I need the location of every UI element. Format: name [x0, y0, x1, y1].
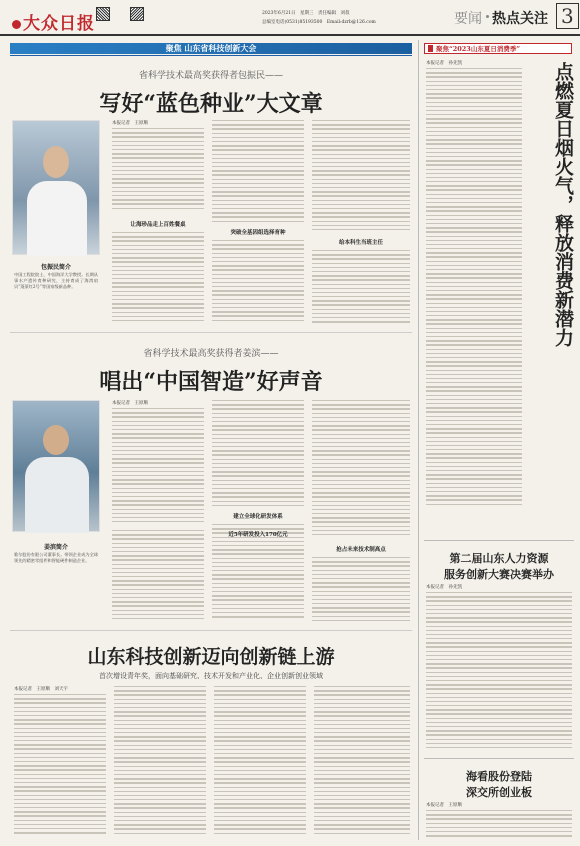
- story3-subtitle: 首次增设青年奖，面向基础研究、技术开发和产业化、企业创新创业领域: [99, 672, 323, 680]
- logo-emblem-icon: [12, 20, 21, 29]
- story3-title: 山东科技创新迈向创新链上游: [87, 646, 335, 668]
- story2-subhead1: 建立全球化研发体系: [233, 514, 283, 520]
- right-story1-text-col1: [426, 68, 522, 528]
- story2-subhead3: 抢占未来技术制高点: [336, 547, 386, 553]
- story2-text-col2b: [212, 524, 304, 622]
- right-story3-text: [426, 810, 572, 840]
- story3-text-col3: [214, 686, 306, 838]
- right-story3-title-line2: 深交所创业板: [466, 786, 532, 799]
- right-topic-banner: 聚焦“2023山东夏日消费季”: [424, 43, 572, 54]
- masthead: [0, 0, 580, 38]
- right-story2-title-line1: 第二届山东人力资源: [449, 552, 549, 565]
- column-divider: [418, 40, 419, 840]
- story3-byline: 本报记者 王原顺 刘天宇: [14, 687, 68, 692]
- story2-title: 唱出“中国智造”好声音: [99, 369, 323, 395]
- story1-caption-text: 中国工程院院士，中国海洋大学教授。长期从事水产遗传育种研究，主持育成了海湾扇贝“蓬莱红2号”等国家级新品种。: [14, 272, 98, 289]
- story1-kicker: 省科学技术最高奖获得者包振民——: [138, 71, 283, 81]
- story2-caption-text: 歌尔股份有限公司董事长。带领企业成为全球领先的精密零组件和智能硬件制造企业。: [14, 552, 98, 563]
- story2-subhead2-visible: 近5年研发投入170亿元: [228, 532, 288, 538]
- story2-text-col3b: [312, 557, 410, 622]
- left-topic-banner: 聚焦 山东省科技创新大会: [10, 43, 412, 54]
- right-story2-byline: 本报记者 孙先凯: [426, 585, 462, 590]
- story1-caption-name: 包振民简介: [40, 264, 71, 271]
- story2-kicker: 省科学技术最高奖获得者姜滨——: [143, 349, 279, 359]
- story1-text-col2a: [212, 120, 304, 224]
- right-story2-title-line2: 服务创新大赛决赛举办: [444, 568, 554, 581]
- page-number: 3: [556, 3, 579, 29]
- story1-subhead1: 让海珍品走上百姓餐桌: [130, 222, 186, 228]
- section-sub: 热点关注: [492, 11, 548, 27]
- masthead-rule: [0, 34, 580, 36]
- right-story2-text: [426, 592, 572, 752]
- qr-code-icon: [96, 7, 110, 21]
- portrait2-head: [43, 425, 69, 455]
- story2-caption-name: 姜滨简介: [43, 544, 68, 551]
- right-story1-byline: 本报记者 孙先凯: [426, 61, 462, 66]
- qr-code-icon-2: [130, 7, 144, 21]
- right-divider-1: [424, 540, 574, 541]
- story3-text-col2: [114, 686, 206, 838]
- portrait2-coat: [25, 457, 89, 533]
- banner-underline: [10, 55, 412, 56]
- story1-subhead2: 突破全基因组选择育种: [230, 230, 286, 236]
- right-story3-title-line1: 海看股份登陆: [466, 770, 532, 783]
- story2-divider: [10, 630, 412, 631]
- story1-text-col3a: [312, 120, 410, 232]
- story3-text-col4: [314, 686, 410, 838]
- portrait-head: [43, 146, 69, 178]
- story2-portrait-photo: [12, 400, 100, 532]
- story1-portrait-photo: [12, 120, 100, 255]
- story2-text-col1a: [112, 408, 204, 524]
- section-dot: [486, 15, 489, 18]
- section-name: 要闻: [454, 11, 482, 27]
- story2-byline: 本报记者 王原顺: [112, 401, 148, 406]
- newspaper-logo: 大众日报: [12, 9, 95, 34]
- story1-text-col1b: [112, 232, 204, 324]
- story2-text-col1b: [112, 530, 204, 622]
- masthead-date: 2023年6月21日 星期三 责任编辑 刘叔: [262, 11, 350, 16]
- right-story3-byline: 本报记者 王原顺: [426, 803, 462, 808]
- story3-text-col1: [14, 694, 106, 838]
- masthead-contact: 总编室电话(0531)85193500 Email:dzrb@126.com: [262, 20, 376, 25]
- story2-text-col3a: [312, 400, 410, 538]
- story1-subhead3: 给本科生当班主任: [338, 240, 383, 246]
- story2-text-col2a: [212, 400, 304, 508]
- banner-flag-icon: [428, 45, 433, 52]
- story1-text-col2b: [212, 240, 304, 324]
- story1-title: 写好“蓝色种业”大文章: [99, 91, 323, 117]
- story1-text-col3b: [312, 250, 410, 324]
- story1-byline: 本报记者 王原顺: [112, 121, 148, 126]
- right-divider-2: [424, 758, 574, 759]
- right-story1-title: 点燃夏日烟火气，释放消费新潜力: [552, 62, 574, 347]
- story1-text-col1a: [112, 128, 204, 212]
- portrait-coat: [27, 181, 87, 256]
- story1-divider: [10, 332, 412, 333]
